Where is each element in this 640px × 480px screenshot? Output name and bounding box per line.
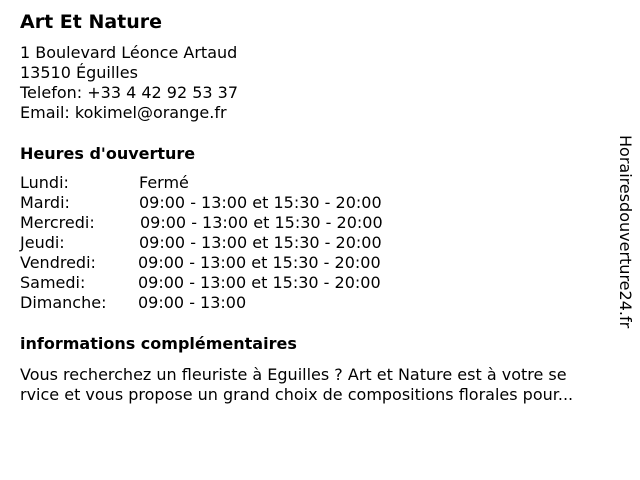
- description-text: [20, 365, 616, 405]
- day-label: Dimanche:: [20, 293, 107, 312]
- day-hours: Fermé: [139, 173, 189, 192]
- day-hours: 09:00 - 13:00 et 15:30 - 20:00: [140, 213, 383, 232]
- day-hours: 09:00 - 13:00 et 15:30 - 20:00: [138, 273, 381, 292]
- day-label: Samedi:: [20, 273, 86, 292]
- address-block: [20, 43, 238, 123]
- description-line: Vous recherchez un fleuriste à Eguilles ? Art et Nature est à votre se: [20, 365, 567, 384]
- address-street: 1 Boulevard Léonce Artaud: [20, 43, 238, 62]
- email-line: Email: kokimel@orange.fr: [20, 103, 227, 122]
- day-hours: 09:00 - 13:00: [138, 293, 247, 312]
- phone-line: Telefon: +33 4 42 92 53 37: [20, 83, 239, 102]
- day-hours: 09:00 - 13:00 et 15:30 - 20:00: [139, 233, 382, 252]
- info-heading: informations complémentaires: [20, 334, 297, 353]
- day-label: Jeudi:: [20, 233, 65, 252]
- day-hours: 09:00 - 13:00 et 15:30 - 20:00: [138, 253, 381, 272]
- day-label: Mercredi:: [20, 213, 95, 232]
- day-label: Vendredi:: [20, 253, 96, 272]
- site-watermark: Horairesdouverture24.fr: [616, 135, 635, 329]
- day-label: Lundi:: [20, 173, 69, 192]
- description-line: rvice et vous propose un grand choix de compositions florales pour...: [20, 385, 574, 404]
- business-name: Art Et Nature: [20, 11, 163, 33]
- day-label: Mardi:: [20, 193, 70, 212]
- hours-heading: Heures d'ouverture: [20, 144, 196, 163]
- day-hours: 09:00 - 13:00 et 15:30 - 20:00: [139, 193, 382, 212]
- address-city: 13510 Éguilles: [20, 63, 138, 82]
